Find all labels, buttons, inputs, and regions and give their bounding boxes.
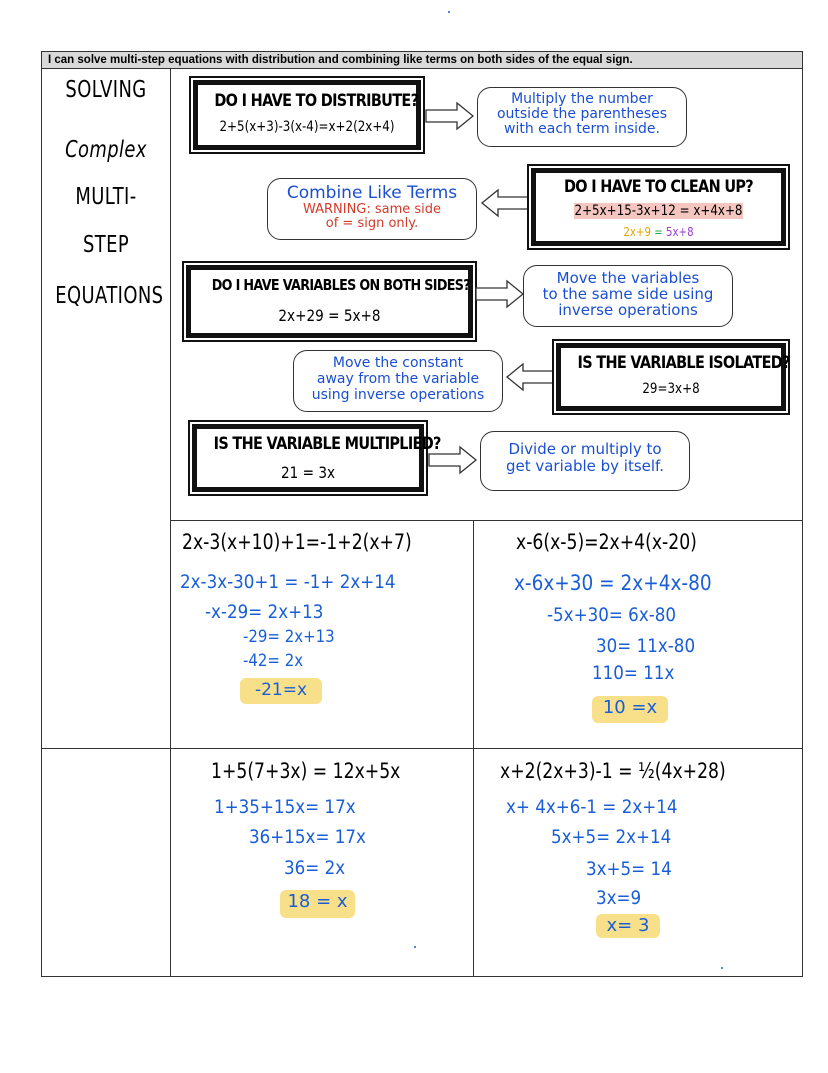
problem-1-step-2: -x-29= 2x+13: [205, 601, 324, 623]
arrow-right-icon: [475, 279, 525, 309]
variables-both-sides-equation: 2x+29 = 5x+8: [278, 306, 381, 325]
ink-dot: [721, 967, 723, 969]
clean-up-equation-text: 2+5x+15-3x+12 = x+4x+8: [574, 203, 743, 219]
distribute-box: [193, 80, 421, 150]
title-word-step: STEP: [82, 232, 130, 258]
row-divider-2: [41, 748, 803, 749]
problem-1-step-4: -42= 2x: [243, 651, 304, 671]
problem-2-answer: 10 =x: [592, 696, 668, 723]
simplified-right: 5x+8: [666, 225, 694, 239]
simplified-left: 2x+9: [623, 225, 651, 239]
problem-1-step-1: 2x-3x-30+1 = -1+ 2x+14: [180, 571, 396, 593]
ink-dot: [448, 11, 450, 13]
combine-like-terms-title: Combine Like Terms: [286, 183, 458, 203]
title-word-multi: MULTI-: [75, 184, 137, 210]
problem-3-step-3: 36= 2x: [284, 857, 346, 879]
problem-4-step-2: 5x+5= 2x+14: [551, 826, 672, 848]
arrow-left-icon: [480, 188, 530, 218]
problem-4-step-4: 3x=9: [596, 887, 642, 909]
multiplied-note: [480, 431, 690, 491]
note-line: outside the parentheses: [496, 106, 668, 122]
distribute-note: [477, 87, 687, 147]
row-divider-1: [170, 520, 803, 521]
problem-1-answer: -21=x: [240, 678, 322, 704]
isolated-box: [556, 343, 790, 411]
title-word-complex: Complex: [65, 137, 147, 163]
title-word-solving: SOLVING: [65, 77, 147, 103]
note-line: using inverse operations: [311, 387, 485, 403]
distribute-equation: 2+5(x+3)-3(x-4)=x+2(2x+4): [219, 119, 395, 135]
note-line: Multiply the number: [511, 91, 653, 107]
problem-4-equation: x+2(2x+3)-1 = ½(4x+28): [500, 759, 726, 783]
multiplied-equation: 21 = 3x: [280, 463, 336, 482]
problem-3-step-1: 1+35+15x= 17x: [214, 796, 356, 818]
clean-up-note: [267, 178, 477, 240]
simplified-equals: =: [654, 225, 663, 239]
note-line: with each term inside.: [504, 121, 660, 137]
problem-4-step-1: x+ 4x+6-1 = 2x+14: [506, 796, 678, 818]
distribute-question: DO I HAVE TO DISTRIBUTE?: [214, 91, 419, 111]
note-line: of = sign only.: [325, 216, 419, 231]
variables-both-sides-note: [523, 265, 733, 327]
problem-3-equation: 1+5(7+3x) = 12x+5x: [211, 759, 401, 783]
clean-up-simplified: [554, 225, 762, 239]
clean-up-equation: [554, 203, 762, 219]
problem-4-step-3: 3x+5= 14: [586, 858, 672, 880]
problem-2-step-2: -5x+30= 6x-80: [547, 604, 677, 626]
problem-1-step-3: -29= 2x+13: [243, 627, 335, 647]
note-line: to the same side using: [542, 285, 714, 303]
note-line: away from the variable: [316, 371, 480, 387]
variables-both-sides-box: [186, 265, 473, 338]
left-column-divider: [170, 69, 171, 977]
note-line: Move the variables: [556, 269, 700, 287]
problem-2-step-3: 30= 11x-80: [596, 635, 696, 657]
problem-1-equation: 2x-3(x+10)+1=-1+2(x+7): [182, 530, 412, 554]
multiplied-box: [192, 424, 441, 492]
clean-up-question: DO I HAVE TO CLEAN UP?: [563, 177, 753, 197]
title-word-equations: EQUATIONS: [55, 283, 164, 309]
variables-both-sides-question: DO I HAVE VARIABLES ON BOTH SIDES?: [211, 276, 470, 294]
problem-4-answer: x= 3: [596, 914, 660, 938]
ink-dot: [414, 946, 416, 948]
problem-2-equation: x-6(x-5)=2x+4(x-20): [516, 530, 697, 554]
isolated-equation: 29=3x+8: [642, 381, 700, 397]
multiplied-question: IS THE VARIABLE MULTIPLIED?: [213, 434, 441, 454]
note-line: inverse operations: [558, 301, 698, 319]
problem-3-step-2: 36+15x= 17x: [249, 826, 366, 848]
note-line: Move the constant: [332, 355, 464, 371]
note-line: WARNING: same side: [302, 202, 442, 217]
arrow-right-icon: [425, 101, 475, 131]
clean-up-box: [531, 168, 786, 246]
note-line: Divide or multiply to: [508, 440, 662, 458]
problem-2-step-1: x-6x+30 = 2x+4x-80: [514, 571, 712, 595]
arrow-right-icon: [428, 445, 478, 475]
problem-2-step-4: 110= 11x: [592, 662, 675, 684]
isolated-question: IS THE VARIABLE ISOLATED?: [577, 353, 790, 373]
arrow-left-icon: [505, 362, 555, 392]
learning-target-header: I can solve multi-step equations with distribution and combining like terms on both sides of the equal sign.: [41, 51, 803, 69]
note-line: get variable by itself.: [505, 457, 665, 475]
isolated-note: [293, 350, 503, 412]
problem-3-answer: 18 = x: [280, 890, 355, 918]
